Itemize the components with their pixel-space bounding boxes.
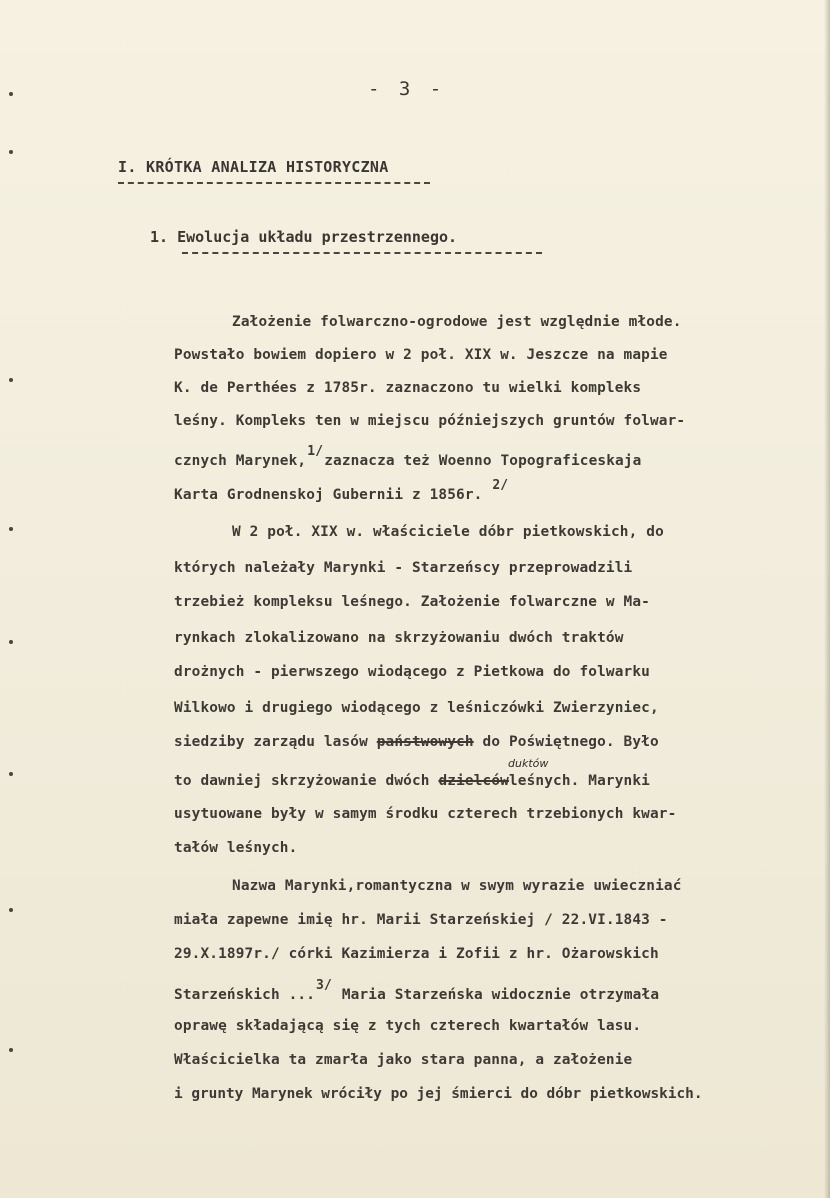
- heading-underline: [118, 180, 430, 184]
- text-segment: Starzeńskich ...: [174, 986, 316, 1003]
- margin-punch-mark: [9, 378, 13, 382]
- text-segment: Karta Grodnenskoj Gubernii z 1856r.: [174, 486, 483, 503]
- text-line: Powstało bowiem dopiero w 2 poł. XIX w. Jeszcze na mapie: [174, 347, 668, 363]
- text-line: Właścicielka ta zmarła jako stara panna, a założenie: [174, 1052, 633, 1068]
- text-line: rynkach zlokalizowano na skrzyżowaniu dwóch traktów: [174, 630, 624, 646]
- struck-text: państwowych: [376, 734, 474, 750]
- text-line: [174, 478, 509, 503]
- text-line: i grunty Marynek wróciły po jej śmierci do dóbr pietkowskich.: [174, 1086, 703, 1102]
- text-line: których należały Marynki - Starzeńscy przeprowadzili: [174, 560, 633, 576]
- subsection-heading-text: 1. Ewolucja układu przestrzennego.: [150, 228, 458, 246]
- text-line: [174, 773, 650, 789]
- subheading-underline: [182, 250, 542, 254]
- text-segment: do Poświętnego. Było: [482, 734, 659, 750]
- footnote-marker: 1/: [307, 444, 324, 459]
- text-line: drożnych - pierwszego wiodącego z Pietkowa do folwarku: [174, 664, 650, 680]
- margin-punch-mark: [9, 1048, 13, 1052]
- struck-text: dzielców: [438, 773, 509, 789]
- handwritten-correction: duktów: [508, 757, 549, 770]
- text-line: usytuowane były w samym środku czterech trzebionych kwar-: [174, 806, 677, 822]
- margin-punch-mark: [9, 908, 13, 912]
- text-line: 29.X.1897r./ córki Kazimierza i Zofii z hr. Ożarowskich: [174, 946, 659, 962]
- text-segment: leśnych. Marynki: [508, 773, 650, 789]
- margin-punch-mark: [9, 92, 13, 96]
- page-edge-shadow: [824, 0, 830, 1198]
- text-line: [174, 978, 660, 1003]
- margin-punch-mark: [9, 772, 13, 776]
- text-segment: siedziby zarządu lasów: [174, 734, 368, 750]
- text-segment: to dawniej skrzyżowanie dwóch: [174, 773, 430, 789]
- text-line: tałów leśnych.: [174, 840, 298, 856]
- text-line: trzebież kompleksu leśnego. Założenie folwarczne w Ma-: [174, 594, 650, 610]
- text-segment: cznych Marynek,: [174, 452, 307, 469]
- text-line: [174, 734, 659, 750]
- text-segment: Maria Starzeńska widocznie otrzymała: [341, 986, 660, 1003]
- section-heading-text: I. KRÓTKA ANALIZA HISTORYCZNA: [118, 158, 389, 176]
- text-line: miała zapewne imię hr. Marii Starzeńskiej / 22.VI.1843 -: [174, 912, 668, 928]
- section-heading: [118, 158, 430, 184]
- text-line: W 2 poł. XIX w. właściciele dóbr pietkowskich, do: [232, 524, 664, 540]
- subsection-heading: [150, 228, 542, 254]
- margin-punch-mark: [9, 640, 13, 644]
- footnote-marker: 3/: [316, 978, 332, 993]
- page-number: - 3 -: [368, 78, 446, 100]
- text-segment: zaznacza też Woenno Topograficeskaja: [324, 452, 642, 469]
- footnote-marker: 2/: [492, 478, 509, 493]
- margin-punch-mark: [9, 527, 13, 531]
- text-line: leśny. Kompleks ten w miejscu późniejszych gruntów folwar-: [174, 413, 686, 429]
- text-line: Założenie folwarczno-ogrodowe jest względnie młode.: [232, 314, 682, 330]
- text-line: Nazwa Marynki,romantyczna w swym wyrazie uwieczniać: [232, 878, 682, 894]
- margin-punch-mark: [9, 150, 13, 154]
- text-line: K. de Perthées z 1785r. zaznaczono tu wielki kompleks: [174, 380, 642, 396]
- text-line: [174, 444, 642, 469]
- text-line: Wilkowo i drugiego wiodącego z leśniczówki Zwierzyniec,: [174, 700, 659, 716]
- text-line: oprawę składającą się z tych czterech kwartałów lasu.: [174, 1018, 642, 1034]
